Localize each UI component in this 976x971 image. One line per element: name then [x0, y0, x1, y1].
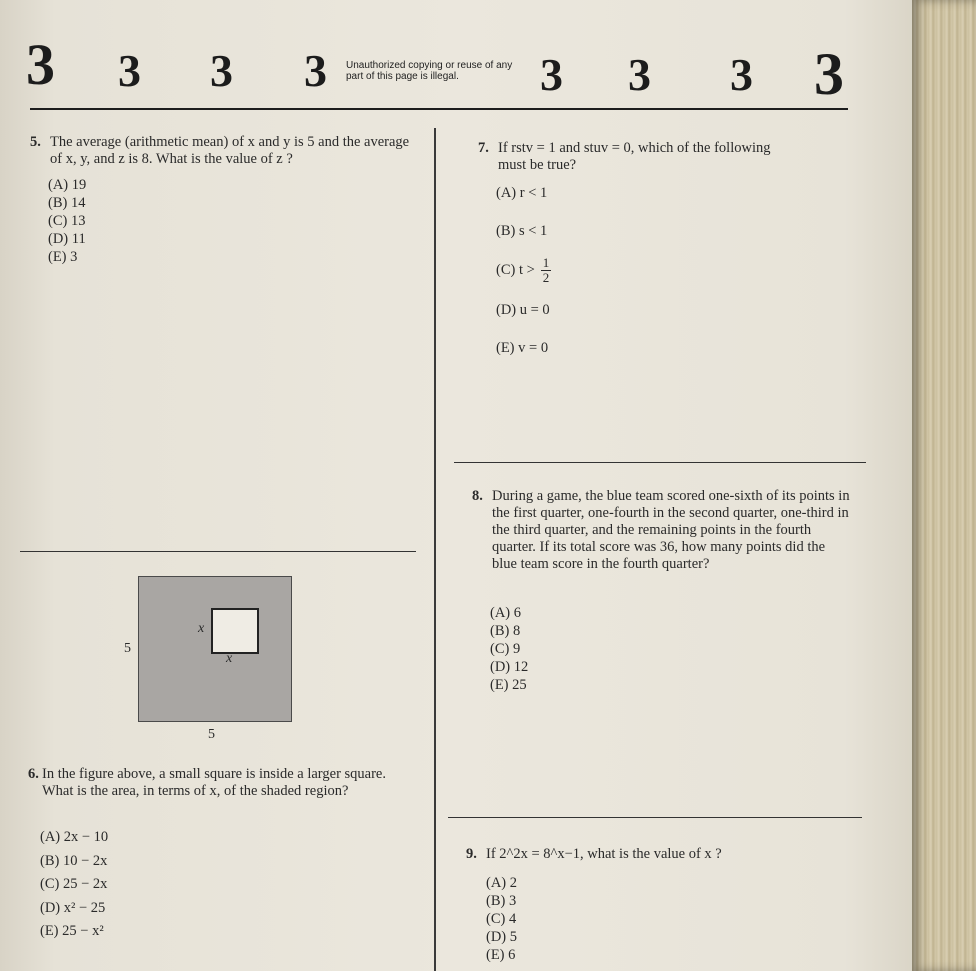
choice-a[interactable]: (A) r < 1 [496, 185, 548, 201]
choice-e[interactable]: (E) 3 [48, 249, 78, 265]
q8-choices [490, 604, 528, 694]
question-number: 7. [478, 140, 489, 156]
inner-side-label: x [198, 621, 205, 636]
outer-bottom-label: 5 [208, 727, 215, 742]
choice-c[interactable]: (C) 4 [486, 911, 517, 927]
inner-bottom-label: x [226, 651, 233, 666]
choice-d[interactable]: (D) 5 [486, 929, 518, 945]
section-digit-7: 3 [730, 49, 753, 100]
question-7 [478, 140, 858, 174]
header-rule [30, 108, 848, 110]
choice-d[interactable]: (D) 12 [490, 659, 529, 675]
choice-c[interactable]: (C) 25 − 2x [40, 876, 108, 892]
choice-b[interactable]: (B) s < 1 [496, 223, 548, 239]
section-digit-1: 3 [26, 32, 55, 97]
choice-a[interactable]: (A) 2x − 10 [40, 829, 109, 845]
fraction-denominator: 2 [542, 270, 550, 285]
question-stem: If 2^2x = 8^x−1, what is the value of x ? [486, 846, 722, 862]
choice-c-text: (C) t > [496, 261, 535, 278]
question-number: 6. [28, 766, 39, 782]
question-number: 8. [472, 488, 483, 504]
section-digit-2: 3 [118, 45, 141, 96]
choice-e[interactable]: (E) 6 [486, 947, 516, 963]
choice-d[interactable]: (D) u = 0 [496, 302, 550, 318]
right-divider-rule-1 [454, 462, 866, 463]
choice-c[interactable] [496, 256, 551, 285]
choice-e[interactable]: (E) 25 − x² [40, 923, 104, 939]
q6-choices [40, 826, 108, 944]
section-digit-5: 3 [540, 49, 563, 100]
choice-b[interactable]: (B) 10 − 2x [40, 852, 108, 869]
choice-d[interactable]: (D) x² − 25 [40, 899, 106, 916]
question-stem-line-2: must be true? [498, 157, 577, 173]
copyright-notice: Unauthorized copying or reuse of any part of this page is illegal. [346, 60, 513, 82]
q5-choices [48, 176, 86, 266]
question-6 [28, 766, 402, 800]
choice-e[interactable]: (E) v = 0 [496, 340, 549, 356]
q9-choices [486, 874, 517, 964]
choice-c[interactable]: (C) 13 [48, 213, 86, 229]
question-number: 5. [30, 134, 41, 150]
choice-b[interactable]: (B) 8 [490, 623, 521, 639]
choice-b[interactable]: (B) 14 [48, 195, 86, 211]
book-spine [912, 0, 976, 971]
choice-a[interactable]: (A) 6 [490, 605, 522, 621]
question-number: 9. [466, 846, 477, 862]
choice-c[interactable]: (C) 9 [490, 641, 521, 657]
section-digit-8: 3 [814, 41, 844, 107]
choice-a[interactable]: (A) 2 [486, 875, 518, 891]
section-digit-3: 3 [210, 45, 233, 96]
choice-a[interactable]: (A) 19 [48, 177, 87, 193]
question-9 [466, 846, 846, 863]
outer-side-label: 5 [124, 641, 131, 656]
fraction-numerator: 1 [542, 255, 550, 270]
squares-figure [138, 576, 292, 722]
left-divider-rule [20, 551, 416, 552]
question-stem: During a game, the blue team scored one-sixth of its points in the first quarter, one-fourth in the second quarter, one-third in the third quarter, and the remaining points in the fourth quarter. If its total score was 36, how many points did the blue team score in the fourth quarter? [492, 488, 850, 572]
choice-e[interactable]: (E) 25 [490, 677, 527, 693]
choice-b[interactable]: (B) 3 [486, 893, 517, 909]
inner-square [211, 608, 259, 654]
choice-d[interactable]: (D) 11 [48, 231, 86, 247]
right-divider-rule-2 [448, 817, 862, 818]
question-stem: The average (arithmetic mean) of x and y is 5 and the average of x, y, and z is 8. What is the value of z ? [50, 134, 410, 167]
column-divider [434, 128, 436, 971]
one-half-fraction [541, 256, 552, 285]
question-stem-line-1: If rstv = 1 and stuv = 0, which of the following [498, 140, 771, 156]
question-stem: In the figure above, a small square is inside a larger square. What is the area, in terms of x, of the shaded region? [42, 766, 386, 799]
section-digit-4: 3 [304, 45, 327, 96]
section-digit-6: 3 [628, 49, 651, 100]
question-8 [472, 488, 850, 573]
question-5 [30, 134, 420, 168]
